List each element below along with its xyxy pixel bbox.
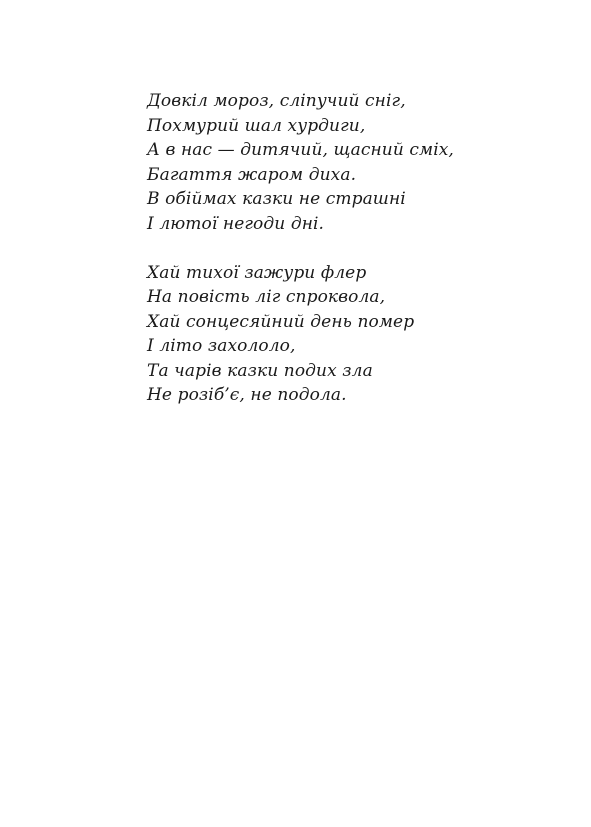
poem xyxy=(147,89,567,408)
stanza-2 xyxy=(147,261,567,408)
poem-line: А в нас — дитячий, щасний сміх, xyxy=(147,140,454,160)
poem-line: Не розіб’є, не подола. xyxy=(147,385,347,405)
poem-line: І літо захололо, xyxy=(147,336,296,356)
poem-line: Багаття жаром диха. xyxy=(147,164,357,185)
poem-line: Довкіл мороз, сліпучий сніг, xyxy=(147,91,406,111)
poem-line: На повість ліг спроквола, xyxy=(147,287,386,307)
poem-line: Хай сонцесяйний день помер xyxy=(147,311,415,332)
poem-line: В обіймах казки не страшні xyxy=(147,189,406,209)
poem-line: Хай тихої зажури флер xyxy=(147,262,367,283)
stanza-1 xyxy=(147,89,567,236)
poem-line: І лютої негоди дні. xyxy=(147,213,325,234)
poem-line: Та чарів казки подих зла xyxy=(147,360,373,381)
poem-line: Похмурий шал хурдиги, xyxy=(147,115,366,136)
